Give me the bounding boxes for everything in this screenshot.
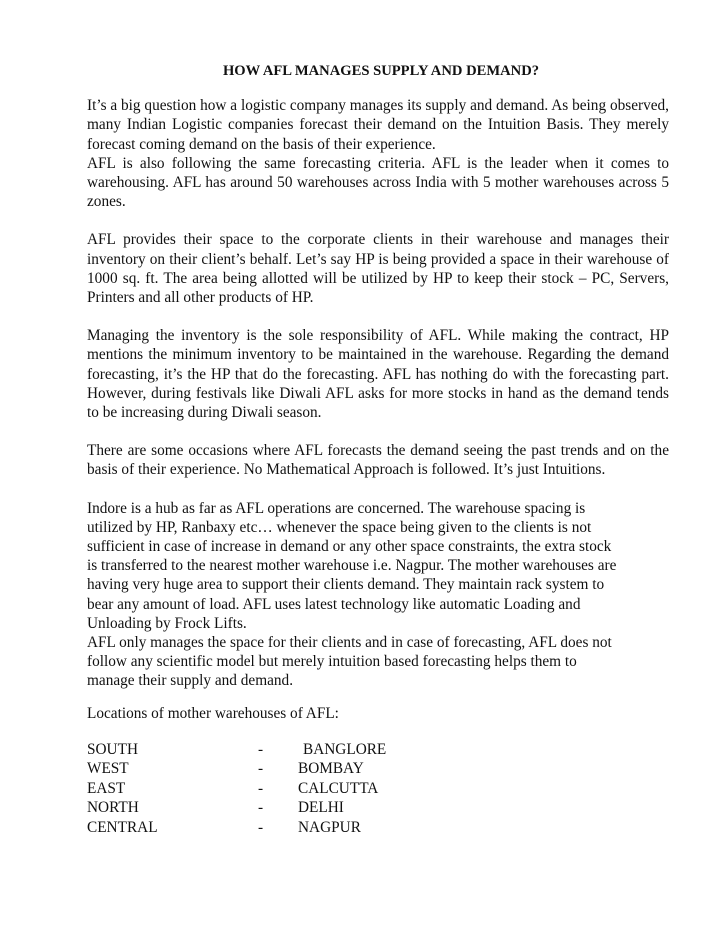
location-zone: CENTRAL bbox=[87, 818, 158, 836]
location-dash: - bbox=[258, 779, 264, 797]
location-row bbox=[87, 818, 669, 838]
text-line: Indore is a hub as far as AFL operations are concerned. The warehouse spacing is bbox=[87, 499, 586, 517]
document-page bbox=[87, 62, 669, 837]
paragraph-spacer bbox=[87, 480, 669, 499]
paragraph-spacer bbox=[87, 723, 669, 740]
text-line: utilized by HP, Ranbaxy etc… whenever the space being given to the clients is not bbox=[87, 518, 592, 536]
text-line: follow any scientific model but merely intuition based forecasting helps them to bbox=[87, 653, 577, 671]
location-city: BOMBAY bbox=[298, 760, 364, 778]
paragraph-spacer bbox=[87, 422, 669, 441]
location-zone: SOUTH bbox=[87, 740, 138, 758]
location-row bbox=[87, 740, 669, 760]
location-city: BANGLORE bbox=[303, 740, 387, 758]
paragraph-occasions: There are some occasions where AFL forecasts the demand seeing the past trends and on the basis of their experience. No Mathematical Approach is followed. It’s just Intuitions. bbox=[87, 442, 669, 479]
location-dash: - bbox=[258, 799, 264, 817]
location-zone: WEST bbox=[87, 760, 129, 778]
document-title: HOW AFL MANAGES SUPPLY AND DEMAND? bbox=[222, 63, 540, 79]
location-dash: - bbox=[258, 760, 264, 778]
text-line: manage their supply and demand. bbox=[87, 672, 294, 690]
paragraph-spacer bbox=[87, 211, 669, 230]
locations-list bbox=[87, 740, 669, 838]
paragraph-inventory-management: Managing the inventory is the sole responsibility of AFL. While making the contract, HP mentions the minimum inventory to be maintained in the warehouse. Regarding the demand forecasting, it’s the HP that do the forecasting. AFL has nothing do with the forecasting part. However, during festivals like Diwali AFL asks for more stocks in hand as the demand tends to be increasing during Diwali season. bbox=[87, 327, 669, 422]
location-city: NAGPUR bbox=[298, 818, 361, 836]
paragraph-spacer bbox=[87, 691, 669, 704]
text-line: Unloading by Frock Lifts. bbox=[87, 614, 247, 632]
location-city: CALCUTTA bbox=[298, 779, 379, 797]
text-line: sufficient in case of increase in demand or any other space constraints, the extra stock bbox=[87, 538, 612, 556]
paragraph-forecasting-criteria: AFL is also following the same forecasting criteria. AFL is the leader when it comes to warehousing. AFL has around 50 warehouses across India with 5 mother warehouses across 5 zones. bbox=[87, 154, 669, 211]
location-row bbox=[87, 759, 669, 779]
location-row bbox=[87, 779, 669, 799]
location-dash: - bbox=[258, 818, 264, 836]
location-dash: - bbox=[258, 740, 264, 758]
paragraph-spacer bbox=[87, 307, 669, 326]
paragraph-space-provision: AFL provides their space to the corporate clients in their warehouse and manages their inventory on their client’s behalf. Let’s say HP is being provided a space in their warehouse of 1000 sq. ft. The area being allotted will be utilized by HP to keep their stock – PC, Servers, Printers and all other products of HP. bbox=[87, 231, 669, 307]
paragraph-intro: It’s a big question how a logistic company manages its supply and demand. As being observed, many Indian Logistic companies forecast their demand on the Intuition Basis. They merely forecast coming demand on the basis of their experience. bbox=[87, 97, 669, 153]
location-row bbox=[87, 798, 669, 818]
location-city: DELHI bbox=[298, 799, 344, 817]
paragraph-indore-hub bbox=[87, 499, 669, 691]
text-line: having very huge area to support their clients demand. They maintain rack system to bbox=[87, 576, 605, 594]
text-line: is transferred to the nearest mother warehouse i.e. Nagpur. The mother warehouses are bbox=[87, 557, 617, 575]
location-zone: EAST bbox=[87, 779, 126, 797]
text-line: bear any amount of load. AFL uses latest technology like automatic Loading and bbox=[87, 595, 581, 613]
text-line: AFL only manages the space for their clients and in case of forecasting, AFL does not bbox=[87, 634, 612, 652]
location-zone: NORTH bbox=[87, 799, 139, 817]
locations-heading: Locations of mother warehouses of AFL: bbox=[87, 704, 339, 722]
